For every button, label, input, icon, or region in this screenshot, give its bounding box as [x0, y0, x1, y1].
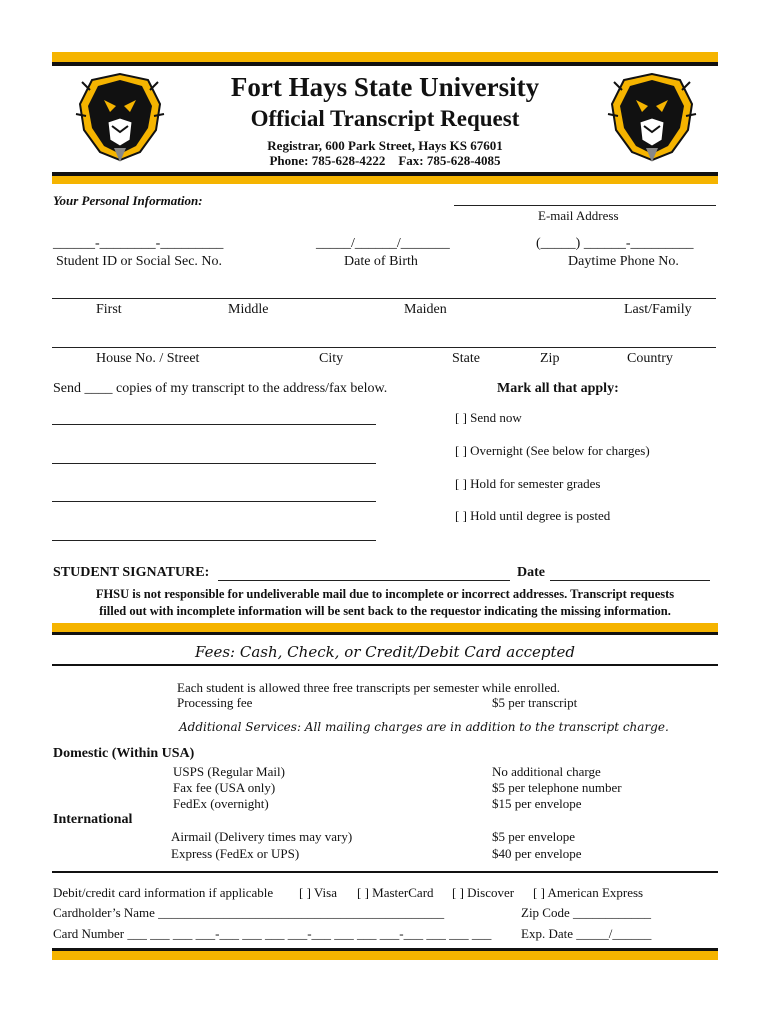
- card-number-field[interactable]: Card Number ___ ___ ___ ___-___ ___ ___ ___-___ ___ ___ ___-___ ___ ___ ___: [53, 926, 492, 941]
- international-express-label: Express (FedEx or UPS): [171, 846, 300, 861]
- domestic-fax-value: $5 per telephone number: [492, 780, 622, 795]
- address-label-country: Country: [627, 351, 673, 366]
- option-send-now[interactable]: [ ] Send now: [455, 410, 522, 425]
- personal-info-heading: Your Personal Information:: [53, 193, 203, 208]
- registrar-phone: Phone: 785-628-4222 Fax: 785-628-4085: [269, 153, 501, 168]
- name-label-middle: Middle: [228, 302, 269, 317]
- phone-field[interactable]: (_____) ______-_________: [536, 236, 694, 251]
- payment-divider: [52, 871, 718, 873]
- notice-line-2: filled out with incomplete information will be sent back to the requestor indicating the missing information.: [99, 604, 671, 618]
- zip-code-field[interactable]: Zip Code ____________: [521, 905, 651, 920]
- dob-label: Date of Birth: [344, 254, 418, 269]
- option-hold-degree[interactable]: [ ] Hold until degree is posted: [455, 508, 611, 523]
- send-address-line-2[interactable]: [52, 463, 376, 464]
- name-field[interactable]: [52, 298, 716, 299]
- address-label-state: State: [452, 351, 480, 366]
- notice-line-1: FHSU is not responsible for undeliverable mail due to incomplete or incorrect addresses. Transcript requests: [95, 587, 675, 601]
- student-id-label: Student ID or Social Sec. No.: [56, 254, 223, 269]
- top-gold-bar: [52, 52, 718, 62]
- top-black-bar: [52, 62, 718, 66]
- cardholder-name-field[interactable]: Cardholder’s Name ____________________________________________: [53, 905, 445, 920]
- free-transcripts-text: Each student is allowed three free transcripts per semester while enrolled.: [177, 680, 560, 695]
- card-option-mastercard[interactable]: [ ] MasterCard: [357, 885, 434, 900]
- option-overnight[interactable]: [ ] Overnight (See below for charges): [455, 443, 650, 458]
- card-info-label: Debit/credit card information if applicable: [53, 885, 274, 900]
- card-option-visa[interactable]: [ ] Visa: [299, 885, 337, 900]
- send-copies-text: Send ____ copies of my transcript to the address/fax below.: [53, 381, 388, 396]
- header-gold-bar: [52, 176, 718, 184]
- send-address-line-1[interactable]: [52, 424, 376, 425]
- domestic-heading: Domestic (Within USA): [53, 746, 195, 761]
- registrar-address: Registrar, 600 Park Street, Hays KS 67601: [267, 138, 503, 153]
- domestic-fax-label: Fax fee (USA only): [173, 780, 276, 795]
- university-title: Fort Hays State University: [230, 72, 540, 102]
- card-option-amex[interactable]: [ ] American Express: [533, 885, 644, 900]
- email-label: E-mail Address: [538, 208, 619, 223]
- signature-field[interactable]: [218, 580, 510, 581]
- form-title: Official Transcript Request: [250, 106, 520, 131]
- send-address-line-4[interactable]: [52, 540, 376, 541]
- address-field[interactable]: [52, 347, 716, 348]
- fees-black-bar: [52, 632, 718, 635]
- email-field[interactable]: [454, 205, 716, 206]
- name-label-maiden: Maiden: [404, 302, 447, 317]
- signature-label: STUDENT SIGNATURE:: [53, 565, 210, 580]
- additional-services-text: Additional Services: All mailing charges are in addition to the transcript charge.: [179, 720, 669, 734]
- dob-field[interactable]: _____/______/_______: [316, 236, 450, 251]
- option-hold-semester[interactable]: [ ] Hold for semester grades: [455, 476, 601, 491]
- processing-fee-value: $5 per transcript: [492, 695, 578, 710]
- card-option-discover[interactable]: [ ] Discover: [452, 885, 515, 900]
- date-label: Date: [517, 565, 545, 580]
- processing-fee-label: Processing fee: [177, 695, 253, 710]
- send-address-line-3[interactable]: [52, 501, 376, 502]
- domestic-usps-label: USPS (Regular Mail): [173, 764, 285, 779]
- mark-all-heading: Mark all that apply:: [497, 381, 619, 396]
- date-field[interactable]: [550, 580, 710, 581]
- fees-heading: Fees: Cash, Check, or Credit/Debit Card accepted: [195, 643, 575, 661]
- name-label-first: First: [96, 302, 122, 317]
- address-label-street: House No. / Street: [96, 351, 200, 366]
- international-heading: International: [53, 812, 133, 827]
- international-airmail-value: $5 per envelope: [492, 829, 576, 844]
- domestic-fedex-label: FedEx (overnight): [173, 796, 269, 811]
- phone-label: Daytime Phone No.: [568, 254, 679, 269]
- exp-date-field[interactable]: Exp. Date _____/______: [521, 926, 652, 941]
- domestic-usps-value: No additional charge: [492, 764, 601, 779]
- domestic-fedex-value: $15 per envelope: [492, 796, 582, 811]
- international-express-value: $40 per envelope: [492, 846, 582, 861]
- name-label-last: Last/Family: [624, 302, 692, 317]
- bottom-gold-bar: [52, 951, 718, 960]
- international-airmail-label: Airmail (Delivery times may vary): [171, 829, 353, 844]
- address-label-city: City: [319, 351, 344, 366]
- address-label-zip: Zip: [540, 351, 560, 366]
- fees-divider: [52, 664, 718, 666]
- student-id-field[interactable]: ______-________-_________: [53, 236, 224, 251]
- fees-gold-bar: [52, 623, 718, 632]
